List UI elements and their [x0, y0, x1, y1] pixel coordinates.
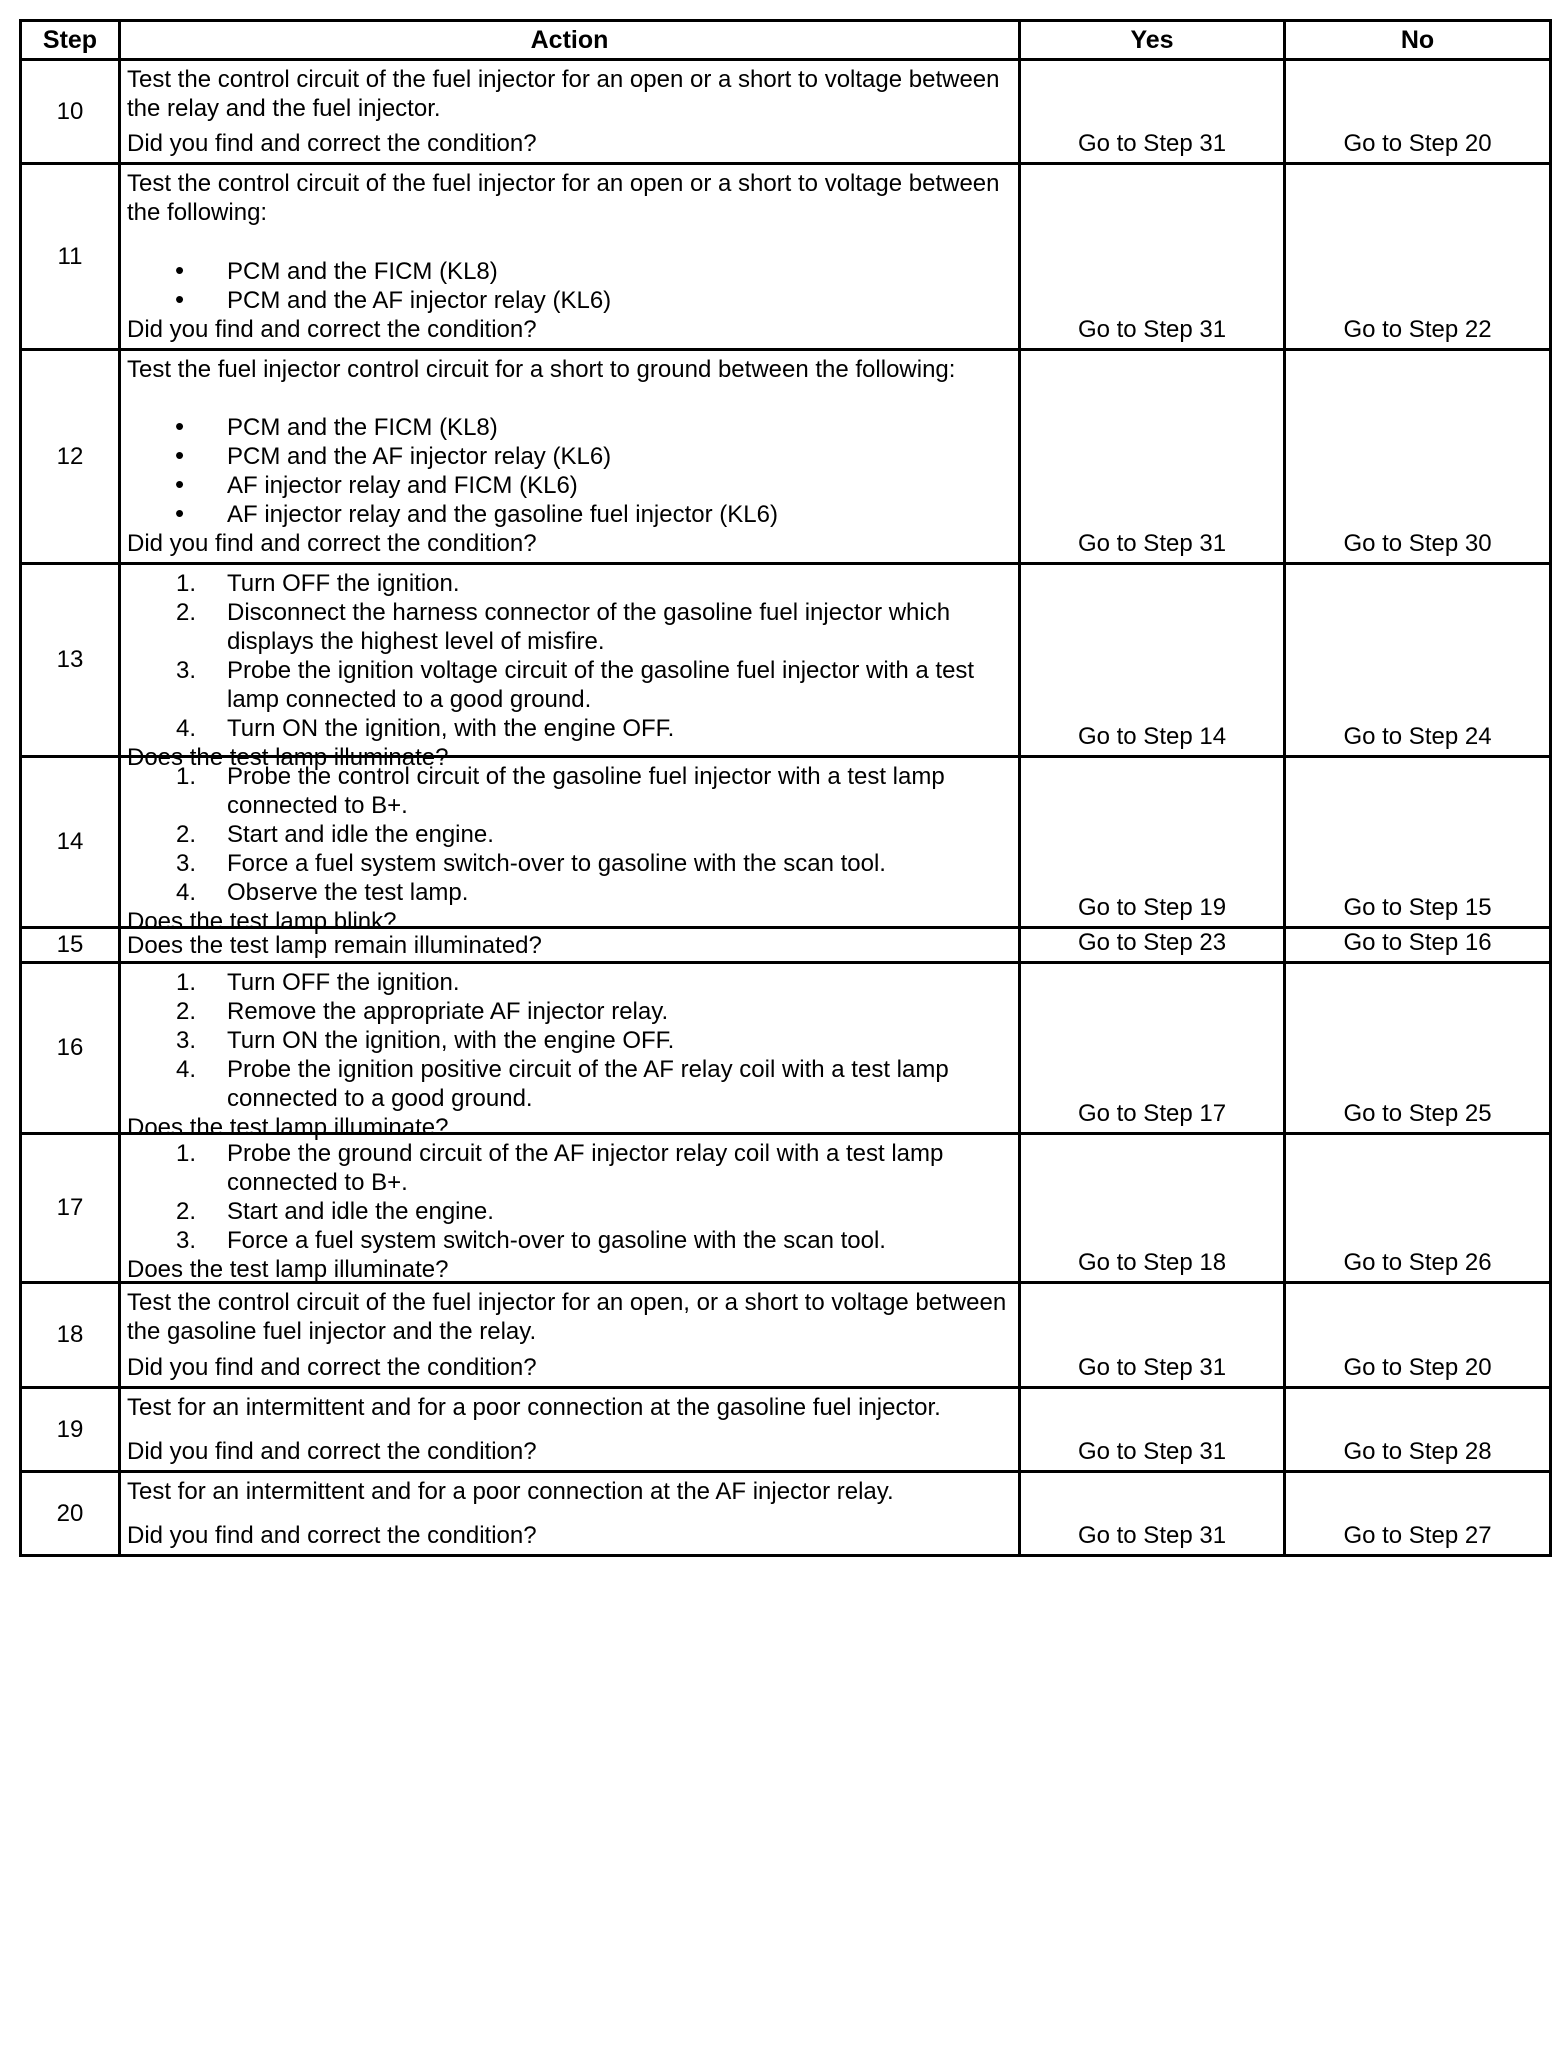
no-result: Go to Step 24 [1285, 564, 1551, 757]
numbered-steps [127, 569, 1012, 743]
step-index: 1. [176, 969, 197, 996]
yes-result: Go to Step 31 [1020, 1388, 1285, 1472]
step-number: 16 [21, 963, 120, 1134]
yes-result: Go to Step 31 [1020, 350, 1285, 564]
step-index: 3. [176, 850, 197, 877]
action-cell [120, 1388, 1020, 1472]
action-cell [120, 757, 1020, 935]
numbered-step [127, 762, 1012, 820]
action-intro: Test for an intermittent and for a poor connection at the gasoline fuel injector. [127, 1394, 941, 1421]
step-index: 3. [176, 657, 197, 684]
no-result: Go to Step 27 [1285, 1472, 1551, 1556]
action-question: Did you find and correct the condition? [127, 130, 537, 157]
numbered-step [127, 714, 1012, 743]
bullet-item: • PCM and the FICM (KL8) [127, 257, 1012, 286]
no-result: Go to Step 22 [1285, 164, 1551, 350]
action-cell [120, 1283, 1020, 1388]
action-question: Does the test lamp illuminate? [127, 1114, 449, 1141]
no-result: Go to Step 20 [1285, 60, 1551, 164]
numbered-steps [127, 968, 1012, 1113]
bullet-item: • PCM and the FICM (KL8) [127, 413, 1012, 442]
yes-result: Go to Step 31 [1020, 60, 1285, 164]
step-index: 4. [176, 715, 197, 742]
table-row [21, 1134, 1551, 1283]
table-row [21, 1283, 1551, 1388]
bullet-list [127, 413, 1012, 529]
table-row [21, 757, 1551, 928]
action-intro: Test the control circuit of the fuel injector for an open or a short to voltage between the relay and the fuel injector. [127, 66, 1000, 122]
numbered-step [127, 656, 1012, 714]
step-index: 3. [176, 1227, 197, 1254]
table-row [21, 164, 1551, 350]
yes-result: Go to Step 23 [1020, 928, 1285, 963]
step-index: 1. [176, 763, 197, 790]
step-index: 1. [176, 1140, 197, 1167]
action-cell [120, 564, 1020, 771]
step-text: Probe the ground circuit of the AF injector relay coil with a test lamp connected to B+. [227, 1140, 944, 1196]
step-text: Probe the control circuit of the gasoline fuel injector with a test lamp connected to B+. [227, 763, 945, 819]
step-text: Probe the ignition positive circuit of the AF relay coil with a test lamp connected to a good ground. [227, 1056, 949, 1112]
yes-result: Go to Step 18 [1020, 1134, 1285, 1283]
no-result: Go to Step 20 [1285, 1283, 1551, 1388]
action-intro: Test for an intermittent and for a poor connection at the AF injector relay. [127, 1478, 894, 1505]
yes-result: Go to Step 17 [1020, 963, 1285, 1134]
action-intro: Test the control circuit of the fuel injector for an open, or a short to voltage between the gasoline fuel injector and the relay. [127, 1289, 1007, 1345]
numbered-step [127, 1139, 1012, 1197]
step-number: 17 [21, 1134, 120, 1283]
action-cell [120, 928, 1020, 963]
numbered-step [127, 598, 1012, 656]
action-cell [120, 60, 1020, 164]
step-text: Turn OFF the ignition. [227, 969, 460, 996]
table-row [21, 1472, 1551, 1556]
step-text: Force a fuel system switch-over to gasoline with the scan tool. [227, 1227, 886, 1254]
action-question: Did you find and correct the condition? [127, 316, 537, 343]
action-question: Did you find and correct the condition? [127, 1522, 537, 1549]
step-text: Observe the test lamp. [227, 879, 469, 906]
step-text: Force a fuel system switch-over to gasoline with the scan tool. [227, 850, 886, 877]
header-action: Action [120, 21, 1020, 60]
action-question: Does the test lamp illuminate? [127, 744, 449, 771]
action-question: Did you find and correct the condition? [127, 530, 537, 557]
numbered-step [127, 1226, 1012, 1255]
yes-result: Go to Step 31 [1020, 1472, 1285, 1556]
bullet-list [127, 257, 1012, 315]
step-text: Turn ON the ignition, with the engine OFF. [227, 1027, 675, 1054]
numbered-step [127, 1197, 1012, 1226]
action-cell [120, 350, 1020, 564]
numbered-step [127, 849, 1012, 878]
no-result: Go to Step 26 [1285, 1134, 1551, 1283]
action-question: Does the test lamp blink? [127, 908, 397, 935]
table-row [21, 564, 1551, 757]
no-result: Go to Step 30 [1285, 350, 1551, 564]
numbered-step [127, 1026, 1012, 1055]
action-cell [120, 1134, 1020, 1283]
table-row [21, 1388, 1551, 1472]
action-question: Does the test lamp illuminate? [127, 1256, 449, 1283]
header-yes: Yes [1020, 21, 1285, 60]
step-text: Start and idle the engine. [227, 821, 494, 848]
step-number: 12 [21, 350, 120, 564]
action-question: Does the test lamp remain illuminated? [127, 932, 542, 959]
yes-result: Go to Step 31 [1020, 1283, 1285, 1388]
step-index: 1. [176, 570, 197, 597]
numbered-step [127, 997, 1012, 1026]
action-question: Did you find and correct the condition? [127, 1354, 537, 1381]
table-row [21, 928, 1551, 963]
step-index: 3. [176, 1027, 197, 1054]
bullet-item: • PCM and the AF injector relay (KL6) [127, 442, 1012, 471]
numbered-step [127, 1055, 1012, 1113]
step-number: 20 [21, 1472, 120, 1556]
step-index: 2. [176, 998, 197, 1025]
action-intro: Test the fuel injector control circuit for a short to ground between the following: [127, 356, 956, 383]
header-no: No [1285, 21, 1551, 60]
step-text: Turn ON the ignition, with the engine OFF. [227, 715, 675, 742]
step-number: 10 [21, 60, 120, 164]
step-number: 14 [21, 757, 120, 928]
numbered-steps [127, 762, 1012, 907]
bullet-item: • AF injector relay and the gasoline fuel injector (KL6) [127, 500, 1012, 529]
step-text: Turn OFF the ignition. [227, 570, 460, 597]
action-cell [120, 1472, 1020, 1556]
step-text: Probe the ignition voltage circuit of the gasoline fuel injector with a test lamp connected to a good ground. [227, 657, 975, 713]
table-row [21, 350, 1551, 564]
yes-result: Go to Step 14 [1020, 564, 1285, 757]
action-question: Did you find and correct the condition? [127, 1438, 537, 1465]
step-number: 18 [21, 1283, 120, 1388]
step-index: 2. [176, 1198, 197, 1225]
action-cell [120, 963, 1020, 1141]
step-index: 2. [176, 821, 197, 848]
step-index: 2. [176, 599, 197, 626]
table-row [21, 60, 1551, 164]
bullet-item: • AF injector relay and FICM (KL6) [127, 471, 1012, 500]
header-row [21, 21, 1551, 60]
bullet-item: • PCM and the AF injector relay (KL6) [127, 286, 1012, 315]
numbered-steps [127, 1139, 1012, 1255]
numbered-step [127, 820, 1012, 849]
step-number: 11 [21, 164, 120, 350]
step-number: 19 [21, 1388, 120, 1472]
step-number: 13 [21, 564, 120, 757]
yes-result: Go to Step 19 [1020, 757, 1285, 928]
numbered-step [127, 968, 1012, 997]
action-intro: Test the control circuit of the fuel injector for an open or a short to voltage between the following: [127, 170, 1000, 226]
step-index: 4. [176, 1056, 197, 1083]
step-index: 4. [176, 879, 197, 906]
yes-result: Go to Step 31 [1020, 164, 1285, 350]
no-result: Go to Step 16 [1285, 928, 1551, 963]
no-result: Go to Step 25 [1285, 963, 1551, 1134]
header-step: Step [21, 21, 120, 60]
numbered-step [127, 878, 1012, 907]
table-body [21, 60, 1551, 1556]
action-cell [120, 164, 1020, 350]
step-text: Disconnect the harness connector of the gasoline fuel injector which displays the highest level of misfire. [227, 599, 951, 655]
no-result: Go to Step 15 [1285, 757, 1551, 928]
diagnostic-table [19, 19, 1552, 1557]
step-text: Start and idle the engine. [227, 1198, 494, 1225]
table-row [21, 963, 1551, 1134]
step-text: Remove the appropriate AF injector relay. [227, 998, 669, 1025]
no-result: Go to Step 28 [1285, 1388, 1551, 1472]
step-number: 15 [21, 928, 120, 963]
numbered-step [127, 569, 1012, 598]
